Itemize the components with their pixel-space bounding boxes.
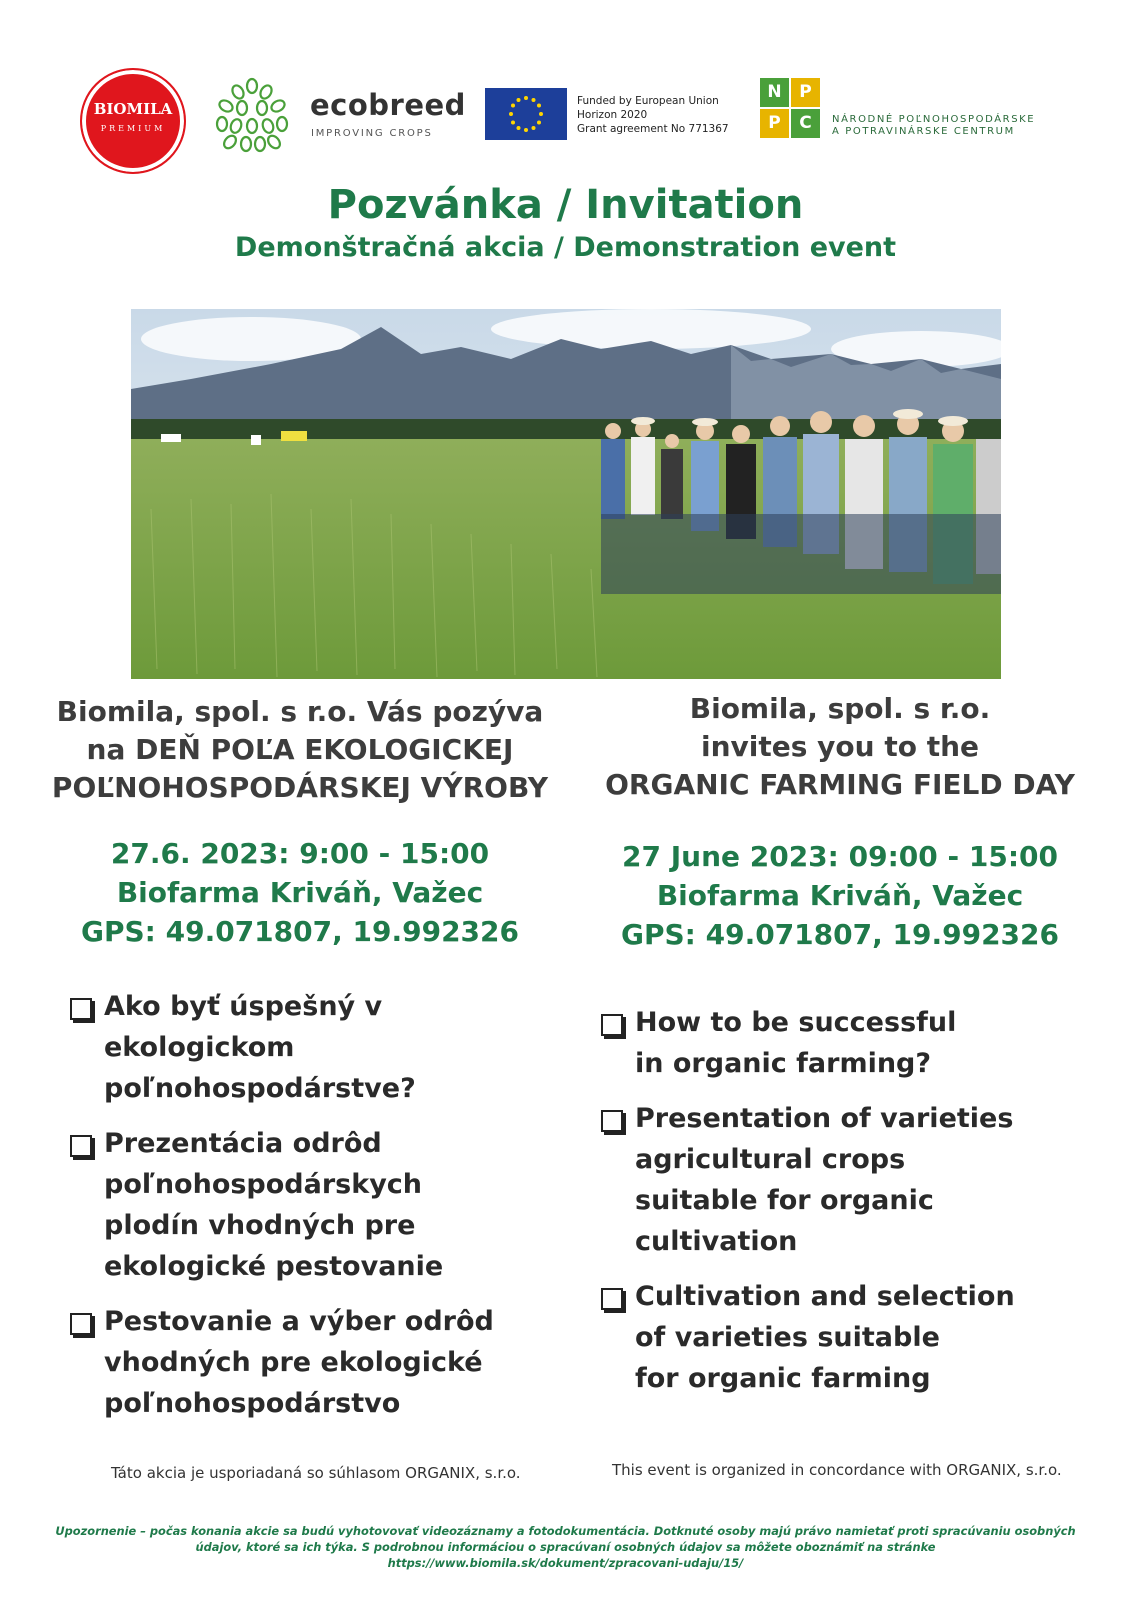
left-organizer-note: Táto akcia je usporiadaná so súhlasom ORGANIX, s.r.o. (111, 1464, 521, 1482)
nppc-name-line: A POTRAVINÁRSKE CENTRUM (832, 126, 1015, 137)
biomila-logo-subtext: PREMIUM (100, 124, 166, 133)
checkbox-icon (601, 1014, 623, 1036)
eu-funding-line: Funded by European Union (577, 95, 719, 107)
topic-line: suitable for organic (635, 1185, 934, 1216)
left-topic-item (68, 1301, 568, 1424)
topic-line: in organic farming? (635, 1048, 932, 1079)
privacy-policy-link[interactable]: https://www.biomila.sk/dokument/zpracovani-udaju/15/ (387, 1556, 744, 1570)
right-topic-item (599, 1002, 1099, 1084)
biomila-logo-text: BIOMILA (93, 100, 173, 118)
field-day-photo (131, 309, 1001, 679)
left-event-details (40, 834, 560, 951)
ecobreed-name: ecobreed (310, 88, 466, 122)
checkbox-icon (601, 1288, 623, 1310)
checkbox-icon (70, 1313, 92, 1335)
disclaimer-line: údajov, ktoré sa ich týka. S podrobnou informáciou o spracúvaní osobných údajov sa môžete oboznámiť na stránke (195, 1540, 936, 1554)
disclaimer-line: Upozornenie – počas konania akcie sa budú vyhotovovať videozáznamy a fotodokumentácia. Dotknuté osoby majú právo namietať proti spracúvaniu osobných (55, 1524, 1076, 1538)
eu-funding-line: Horizon 2020 (577, 109, 648, 121)
checkbox-icon (601, 1110, 623, 1132)
topic-line: Ako byť úspešný v (104, 991, 383, 1022)
topic-line: vhodných pre ekologické (104, 1347, 483, 1378)
nppc-name (832, 114, 1035, 138)
nppc-name-line: NÁRODNÉ POĽNOHOSPODÁRSKE (832, 114, 1036, 125)
topic-line: poľnohospodárstve? (104, 1073, 416, 1104)
topic-line: ekologické pestovanie (104, 1251, 444, 1282)
topic-line: Cultivation and selection (635, 1281, 1015, 1312)
privacy-disclaimer (40, 1523, 1091, 1571)
left-event-date: 27.6. 2023: 9:00 - 15:00 (110, 837, 490, 870)
left-event-gps: GPS: 49.071807, 19.992326 (81, 915, 519, 948)
left-intro-line: Biomila, spol. s r.o. Vás pozýva (56, 695, 544, 728)
topic-line: poľnohospodárstvo (104, 1388, 401, 1419)
left-intro-line: POĽNOHOSPODÁRSKEJ VÝROBY (51, 771, 549, 804)
left-topic-item (68, 1123, 568, 1287)
eu-funding-line: Grant agreement No 771367 (577, 123, 729, 135)
topic-line: Prezentácia odrôd (104, 1128, 382, 1159)
topic-line: for organic farming (635, 1363, 931, 1394)
left-intro-line: na DEŇ POĽA EKOLOGICKEJ (86, 733, 514, 766)
right-organizer-note: This event is organized in concordance with ORGANIX, s.r.o. (612, 1461, 1062, 1479)
right-event-place: Biofarma Kriváň, Važec (656, 879, 1024, 912)
topic-line: How to be successful (635, 1007, 957, 1038)
right-topics-list (599, 1002, 1099, 1413)
left-topics-list (68, 986, 568, 1438)
left-topic-item (68, 986, 568, 1109)
biomila-logo (80, 68, 186, 174)
right-topic-item (599, 1098, 1099, 1262)
ecobreed-leaf-icon (210, 74, 294, 158)
right-event-gps: GPS: 49.071807, 19.992326 (621, 918, 1059, 951)
topic-line: Pestovanie a výber odrôd (104, 1306, 494, 1337)
ecobreed-tagline: IMPROVING CROPS (311, 128, 433, 139)
page-title: Pozvánka / Invitation (327, 182, 804, 228)
left-event-place: Biofarma Kriváň, Važec (116, 876, 484, 909)
page-subtitle: Demonštračná akcia / Demonstration event (234, 232, 897, 263)
nppc-logo (760, 78, 820, 138)
right-event-details (585, 837, 1095, 954)
nppc-letter: P (760, 109, 789, 138)
right-intro (585, 690, 1095, 804)
right-event-date: 27 June 2023: 09:00 - 15:00 (622, 840, 1058, 873)
right-intro-line: Biomila, spol. s r.o. (689, 692, 991, 725)
eu-flag-icon (485, 88, 567, 140)
topic-line: ekologickom (104, 1032, 295, 1063)
topic-line: Presentation of varieties (635, 1103, 1014, 1134)
right-intro-line: invites you to the (700, 730, 980, 763)
left-intro (40, 693, 560, 807)
topic-line: plodín vhodných pre (104, 1210, 416, 1241)
topic-line: cultivation (635, 1226, 798, 1257)
nppc-letter: P (791, 78, 820, 107)
right-intro-line: ORGANIC FARMING FIELD DAY (605, 768, 1075, 801)
eu-funding-text (577, 94, 729, 136)
checkbox-icon (70, 998, 92, 1020)
nppc-letter: N (760, 78, 789, 107)
checkbox-icon (70, 1135, 92, 1157)
topic-line: of varieties suitable (635, 1322, 940, 1353)
topic-line: agricultural crops (635, 1144, 906, 1175)
topic-line: poľnohospodárskych (104, 1169, 423, 1200)
right-topic-item (599, 1276, 1099, 1399)
nppc-letter: C (791, 109, 820, 138)
